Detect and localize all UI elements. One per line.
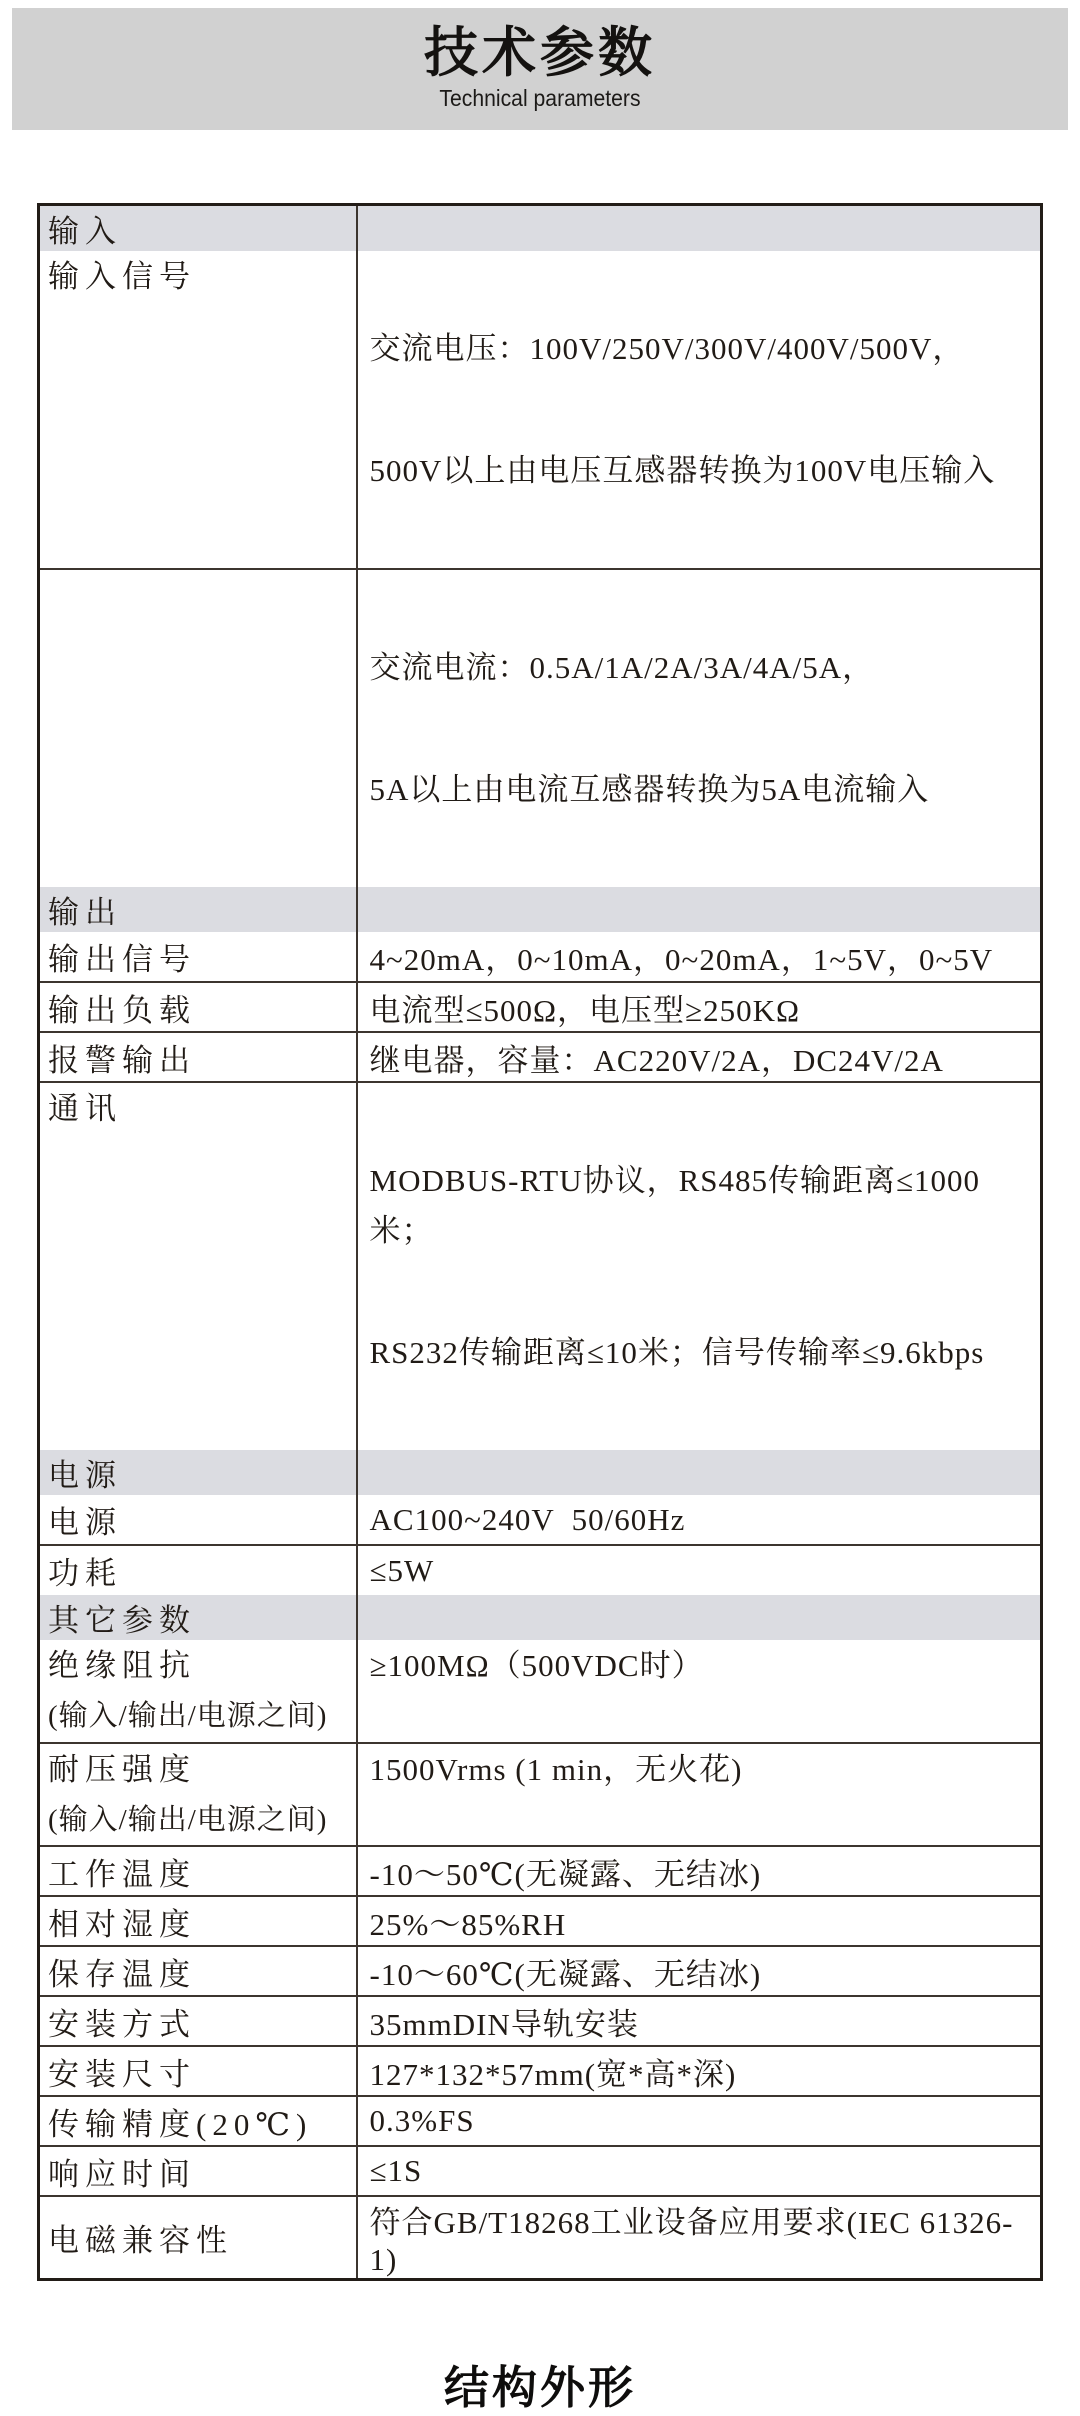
section-empty-cell <box>357 1595 1042 1640</box>
param-value-cell <box>357 1946 1042 1996</box>
table-row <box>39 1032 1042 1082</box>
param-label-cell <box>39 1640 357 1743</box>
param-label-cell <box>39 982 357 1032</box>
param-label: 电磁兼容性 <box>48 2223 233 2258</box>
section-label: 输入 <box>48 214 122 249</box>
param-value-cell <box>357 1032 1042 1082</box>
param-label-cell <box>39 1846 357 1896</box>
param-value: 1500Vrms (1 min，无火花) <box>369 1752 743 1787</box>
param-value: 4~20mA，0~10mA，0~20mA，1~5V，0~5V <box>369 942 994 977</box>
param-value-line2: 500V以上由电压互感器转换为100V电压输入 <box>369 453 996 488</box>
param-value-line2: 5A以上由电流互感器转换为5A电流输入 <box>369 772 930 807</box>
param-label-cell <box>39 1946 357 1996</box>
param-label: 输出负载 <box>48 992 196 1028</box>
param-label: 相对湿度 <box>48 1906 196 1942</box>
param-value-cell <box>357 2146 1042 2196</box>
param-label: 响应时间 <box>48 2156 196 2192</box>
table-section-row <box>39 1595 1042 1640</box>
param-value: 35mmDIN导轨安装 <box>369 2006 639 2042</box>
table-row <box>39 251 1042 569</box>
table-row <box>39 2146 1042 2196</box>
section-title-structure: 结构外形 <box>443 2362 636 2413</box>
param-value-cell <box>357 1743 1042 1846</box>
param-value: ≤5W <box>369 1552 435 1588</box>
param-label-cell <box>39 2096 357 2146</box>
table-row <box>39 569 1042 887</box>
param-label-cell <box>39 1743 357 1846</box>
param-value-cell <box>357 251 1042 569</box>
table-row <box>39 2096 1042 2146</box>
table-row <box>39 1996 1042 2046</box>
param-value-cell <box>357 2046 1042 2096</box>
param-label: 输入信号 <box>48 259 196 294</box>
param-label: 通讯 <box>48 1091 122 1126</box>
param-value: 交流电压：100V/250V/300V/400V/500V， <box>369 331 965 366</box>
param-label-cell <box>39 1082 357 1450</box>
param-value-cell <box>357 1640 1042 1743</box>
param-label-cell <box>39 251 357 569</box>
param-value-cell <box>357 1545 1042 1595</box>
table-section-row <box>39 887 1042 932</box>
table-row <box>39 1946 1042 1996</box>
table-row <box>39 1846 1042 1896</box>
param-label-cell <box>39 2146 357 2196</box>
param-value: 交流电流：0.5A/1A/2A/3A/4A/5A， <box>369 650 875 685</box>
param-value-cell <box>357 1846 1042 1896</box>
param-value-cell <box>357 2196 1042 2280</box>
param-label-cell <box>39 932 357 982</box>
param-value-cell <box>357 1082 1042 1450</box>
param-label-cell <box>39 2046 357 2096</box>
section-label-cell <box>39 1595 357 1640</box>
param-value: 25%～85%RH <box>369 1906 567 1942</box>
param-label-cell <box>39 2196 357 2280</box>
param-label: 保存温度 <box>48 1956 196 1992</box>
param-label: 绝缘阻抗 <box>48 1648 196 1683</box>
param-label: 传输精度(20℃) <box>48 2106 313 2142</box>
param-value-cell <box>357 932 1042 982</box>
param-label-cell <box>39 1032 357 1082</box>
param-value: 符合GB/T18268工业设备应用要求(IEC 61326-1) <box>369 2205 1014 2277</box>
param-value-cell <box>357 2096 1042 2146</box>
param-label: 报警输出 <box>48 1042 196 1078</box>
param-label-line2: (输入/输出/电源之间) <box>48 1804 328 1836</box>
table-row <box>39 982 1042 1032</box>
section-label-cell <box>39 887 357 932</box>
table-row <box>39 2046 1042 2096</box>
param-value: MODBUS-RTU协议，RS485传输距离≤1000米； <box>369 1163 981 1248</box>
page-subtitle: Technical parameters <box>439 85 641 111</box>
param-value: 继电器，容量：AC220V/2A，DC24V/2A <box>369 1042 944 1078</box>
table-row <box>39 932 1042 982</box>
section-label: 其它参数 <box>48 1603 196 1638</box>
param-label-cell <box>39 569 357 887</box>
param-label: 安装尺寸 <box>48 2056 196 2092</box>
param-value-cell <box>357 569 1042 887</box>
section-label-cell <box>39 1450 357 1495</box>
param-label-cell <box>39 1495 357 1545</box>
param-value: AC100~240V 50/60Hz <box>369 1501 686 1537</box>
param-value: ≤1S <box>369 2153 423 2188</box>
page-header <box>12 8 1068 130</box>
param-value: -10～50℃(无凝露、无结冰) <box>369 1856 762 1892</box>
param-label: 电源 <box>48 1505 122 1540</box>
param-value-cell <box>357 982 1042 1032</box>
param-label: 功耗 <box>48 1556 122 1591</box>
section-empty-cell <box>357 887 1042 932</box>
param-value-line2: RS232传输距离≤10米；信号传输率≤9.6kbps <box>369 1335 985 1370</box>
page-title: 技术参数 <box>424 23 656 83</box>
section-label: 电源 <box>48 1458 122 1493</box>
param-label-cell <box>39 1896 357 1946</box>
table-section-row <box>39 1450 1042 1495</box>
section-label: 输出 <box>48 895 122 930</box>
param-value: 127*132*57mm(宽*高*深) <box>369 2056 737 2092</box>
section-label-cell <box>39 205 357 252</box>
section-empty-cell <box>357 1450 1042 1495</box>
param-label: 安装方式 <box>48 2006 196 2042</box>
table-row <box>39 2196 1042 2280</box>
table-row <box>39 1640 1042 1743</box>
table-section-row <box>39 205 1042 252</box>
table-row <box>39 1082 1042 1450</box>
param-label-cell <box>39 1545 357 1595</box>
table-row <box>39 1545 1042 1595</box>
page <box>0 8 1080 2416</box>
table-row <box>39 1896 1042 1946</box>
param-value: ≥100MΩ（500VDC时） <box>369 1648 704 1683</box>
table-row <box>39 1495 1042 1545</box>
table-row <box>39 1743 1042 1846</box>
section-empty-cell <box>357 205 1042 252</box>
param-value-cell <box>357 1495 1042 1545</box>
param-value-cell <box>357 1996 1042 2046</box>
param-label: 耐压强度 <box>48 1752 196 1787</box>
param-value-cell <box>357 1896 1042 1946</box>
param-value: 0.3%FS <box>369 2103 475 2138</box>
param-value: 电流型≤500Ω，电压型≥250KΩ <box>369 992 800 1028</box>
param-label: 输出信号 <box>48 942 196 977</box>
param-value: -10～60℃(无凝露、无结冰) <box>369 1956 762 1992</box>
param-label-line2: (输入/输出/电源之间) <box>48 1700 328 1732</box>
param-label: 工作温度 <box>48 1856 196 1892</box>
param-label-cell <box>39 1996 357 2046</box>
spec-table <box>37 203 1043 2281</box>
